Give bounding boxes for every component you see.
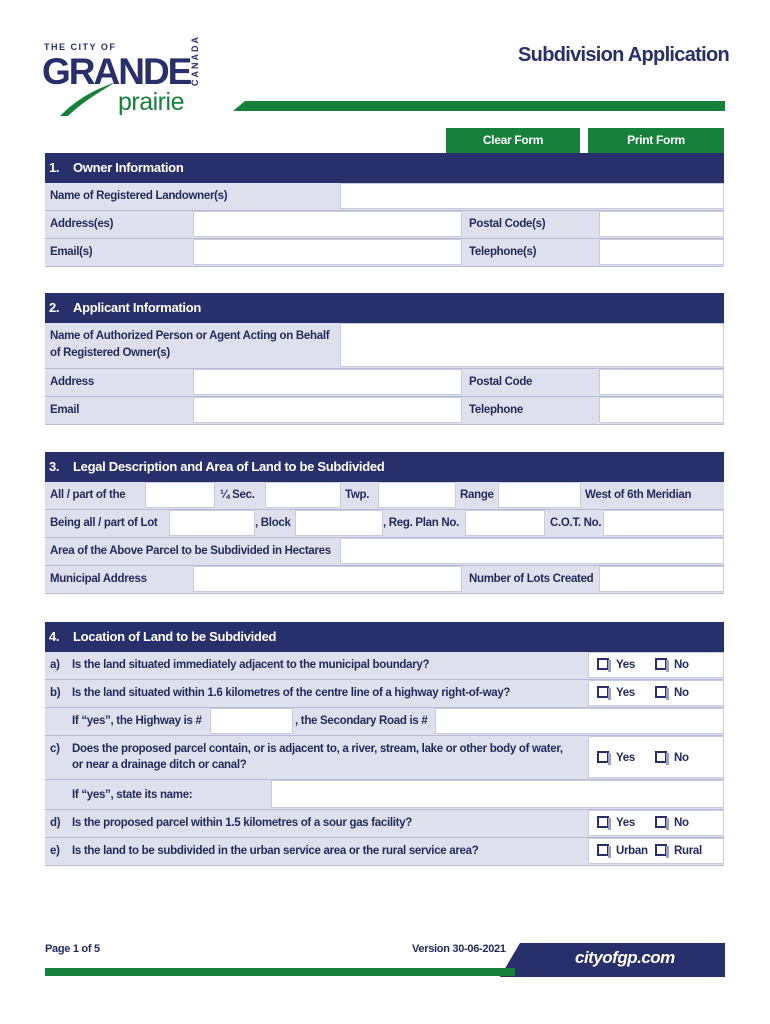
lots-created-field[interactable] [599,566,724,592]
row-question-c [45,736,724,780]
question-b-text: Is the land situated within 1.6 kilometres of the centre line of a highway right-of-way? [72,687,511,699]
row-question-a [45,652,724,680]
question-c-answer-area [588,736,724,778]
question-e-rural-label: Rural [674,845,702,857]
question-e-text: Is the land to be subdivided in the urban service area or the rural service area? [72,845,479,857]
logo-prairie: prairie [118,88,184,116]
question-c-yes-label: Yes [616,752,635,764]
logo-the-city-of: THE CITY OF [44,42,117,52]
telephone-field[interactable] [599,397,724,423]
reg-plan-field[interactable] [465,510,545,536]
twp-label: Twp. [345,489,370,501]
water-name-field[interactable] [271,780,724,808]
logo-grande: GRANDE [42,51,191,92]
question-b-no-checkbox[interactable] [655,686,667,698]
meridian-label: West of 6th Meridian [585,489,692,501]
question-c-no-label: No [674,752,689,764]
logo-canada: CANADA [190,35,200,86]
row-question-e [45,838,724,866]
city-logo [40,35,220,122]
row-question-b-detail [45,708,724,736]
emails-label: Email(s) [50,246,93,258]
question-a-no-label: No [674,659,689,671]
question-b-answer-area [588,680,724,706]
telephone-label: Telephone [469,404,523,416]
question-e-urban-label: Urban [616,845,648,857]
question-d-no-label: No [674,817,689,829]
question-d-no-checkbox[interactable] [655,816,667,828]
question-b-letter: b) [50,687,61,699]
row-area [45,538,724,566]
row-legal-quarter [45,482,724,510]
addresses-field[interactable] [193,211,462,237]
question-a-no-checkbox[interactable] [655,658,667,670]
page-number: Page 1 of 5 [45,943,100,955]
secondary-road-label: , the Secondary Road is # [295,715,428,727]
postal-code-label: Postal Code [469,376,533,388]
agent-field[interactable] [340,323,724,367]
question-e-urban-checkbox[interactable] [597,844,609,856]
row-question-b [45,680,724,708]
emails-field[interactable] [193,239,462,265]
postal-codes-label: Postal Code(s) [469,218,546,230]
address-field[interactable] [193,369,462,395]
highway-field[interactable] [210,708,293,734]
lot-field[interactable] [169,510,255,536]
area-field[interactable] [340,538,724,564]
question-d-yes-checkbox[interactable] [597,816,609,828]
row-email [45,397,724,425]
all-part-label: All / part of the [50,489,126,501]
address-label: Address [50,376,94,388]
landowner-field[interactable] [340,183,724,209]
question-c-text-line2: or near a drainage ditch or canal? [72,759,247,771]
question-c-text-line1: Does the proposed parcel contain, or is adjacent to, a river, stream, lake or other body of water, [72,743,563,755]
question-e-answer-area [588,838,724,864]
section-location: 4. Location of Land to be Subdivided [45,622,724,652]
question-b-no-label: No [674,687,689,699]
cot-label: C.O.T. No. [550,517,602,529]
question-a-answer-area [588,652,724,678]
print-form-button[interactable]: Print Form [588,128,724,153]
postal-codes-field[interactable] [599,211,724,237]
area-label: Area of the Above Parcel to be Subdivided in Hectares [50,545,331,557]
range-field[interactable] [498,482,581,508]
telephones-label: Telephone(s) [469,246,537,258]
quarter-field[interactable] [145,482,215,508]
reg-plan-label: , Reg. Plan No. [383,517,460,529]
lots-created-label: Number of Lots Created [469,573,594,585]
question-d-text: Is the proposed parcel within 1.5 kilometres of a sour gas facility? [72,817,413,829]
question-a-yes-checkbox[interactable] [597,658,609,670]
sec-field[interactable] [265,482,341,508]
question-a-text: Is the land situated immediately adjacent to the municipal boundary? [72,659,430,671]
section-applicant-information: 2. Applicant Information [45,293,724,323]
range-label: Range [460,489,494,501]
row-address [45,369,724,397]
question-d-answer-area [588,810,724,836]
municipal-address-label: Municipal Address [50,573,147,585]
header-green-rule [233,101,725,113]
agent-label-line2: of Registered Owner(s) [50,347,170,359]
row-addresses [45,211,724,239]
section-owner-information: 1. Owner Information [45,153,724,183]
email-field[interactable] [193,397,462,423]
page-title: Subdivision Application [518,44,729,66]
section-legal-description: 3. Legal Description and Area of Land to be Subdivided [45,452,724,482]
row-municipal-address [45,566,724,594]
row-question-c-detail [45,780,724,810]
clear-form-button[interactable]: Clear Form [446,128,580,153]
agent-label-line1: Name of Authorized Person or Agent Acting on Behalf [50,330,330,342]
highway-label: If “yes”, the Highway is # [72,715,202,727]
question-d-letter: d) [50,817,61,829]
question-e-letter: e) [50,845,60,857]
telephones-field[interactable] [599,239,724,265]
twp-field[interactable] [378,482,456,508]
question-e-rural-checkbox[interactable] [655,844,667,856]
cot-field[interactable] [603,510,724,536]
water-name-label: If “yes”, state its name: [72,789,193,801]
block-field[interactable] [295,510,383,536]
website-link[interactable]: cityofgp.com [575,948,675,967]
block-label: , Block [255,517,291,529]
question-c-no-checkbox[interactable] [655,751,667,763]
question-b-yes-checkbox[interactable] [597,686,609,698]
being-lot-label: Being all / part of Lot [50,517,158,529]
addresses-label: Address(es) [50,218,114,230]
question-b-yes-label: Yes [616,687,635,699]
postal-code-field[interactable] [599,369,724,395]
email-label: Email [50,404,80,416]
question-c-yes-checkbox[interactable] [597,751,609,763]
footer-green-rule [45,968,515,976]
row-legal-lot [45,510,724,538]
landowner-label: Name of Registered Landowner(s) [50,190,228,202]
row-question-d [45,810,724,838]
question-a-yes-label: Yes [616,659,635,671]
row-landowner [45,183,724,211]
row-emails [45,239,724,267]
sec-label: ¼ Sec. [220,489,255,501]
row-agent [45,323,724,369]
municipal-address-field[interactable] [193,566,462,592]
version-label: Version 30-06-2021 [412,943,506,955]
question-a-letter: a) [50,659,60,671]
question-c-letter: c) [50,743,60,755]
question-d-yes-label: Yes [616,817,635,829]
secondary-road-field[interactable] [435,708,724,734]
